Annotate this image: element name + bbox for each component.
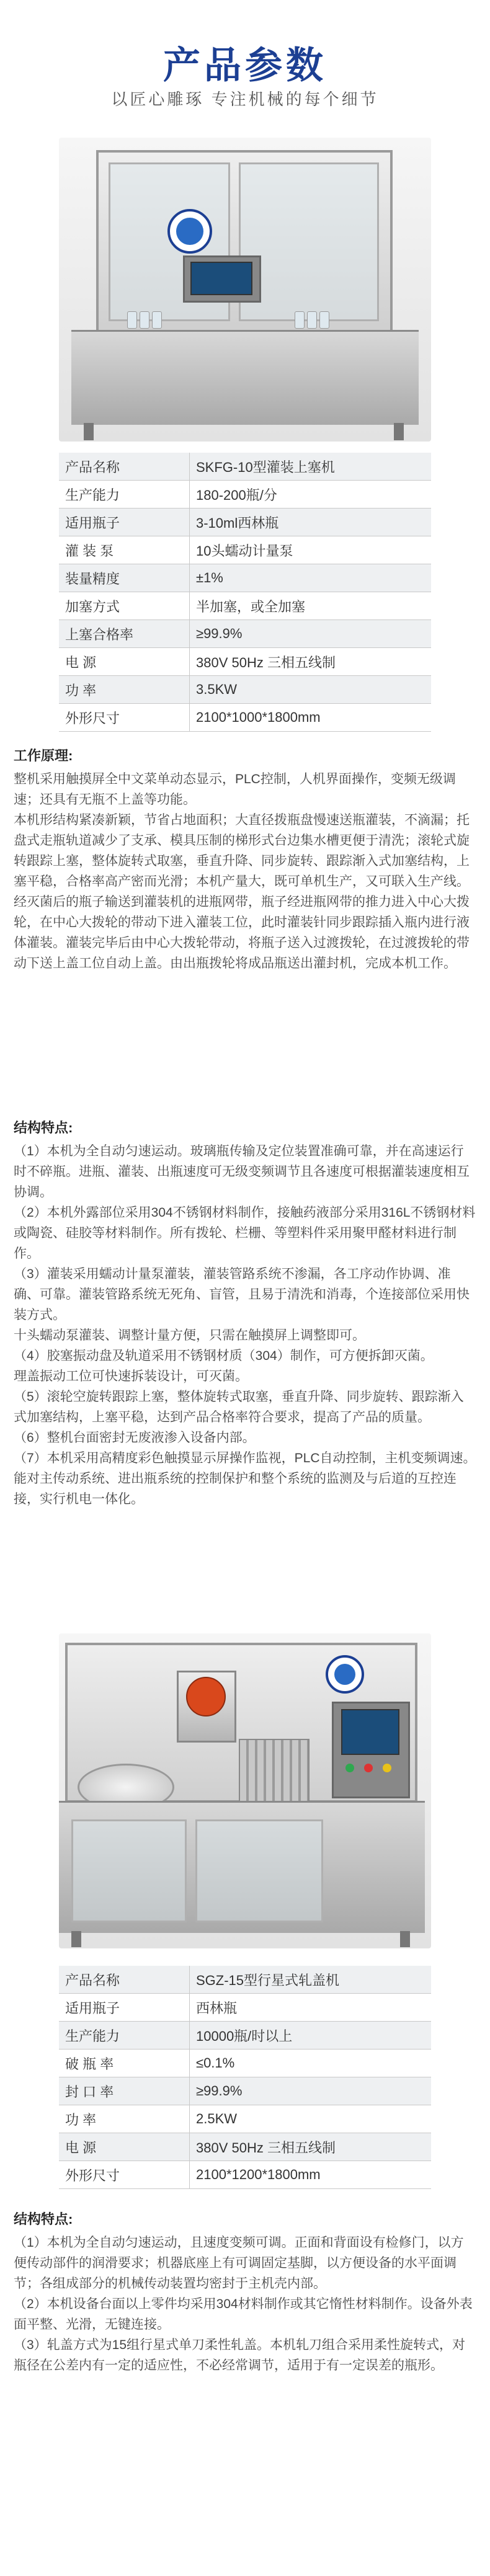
spec-row	[59, 1994, 431, 2022]
spec-row	[59, 648, 431, 676]
spec-label: 上塞合格率	[59, 620, 190, 648]
working-principle-body	[14, 769, 476, 974]
spec-row	[59, 453, 431, 481]
brand-logo-icon-2	[326, 1655, 364, 1694]
spec-label: 适用瓶子	[59, 509, 190, 536]
page-subtitle: 以匠心雕琢 专注机械的每个细节	[111, 90, 379, 109]
spec-row	[59, 564, 431, 592]
spec-value: ±1%	[190, 564, 432, 592]
structure-features-section-2	[14, 2209, 476, 2376]
structure-features-heading-1: 结构特点:	[14, 1120, 73, 1135]
spec-value: 2100*1200*1800mm	[190, 2161, 432, 2189]
touch-screen-icon-2	[341, 1709, 399, 1755]
paragraph: （1）本机为全自动匀速运动，且速度变频可调。正面和背面设有检修门，以方便传动部件的润滑要求；机器底座上有可调固定基脚，以方便设备的水平面调节；各组成部分的机械传动装置均密封于主机壳内部。	[14, 2236, 464, 2291]
touch-screen-icon	[190, 262, 252, 295]
spec-label: 加塞方式	[59, 592, 190, 620]
spec-row	[59, 676, 431, 704]
spec-row	[59, 2050, 431, 2077]
spec-value: ≥99.9%	[190, 620, 432, 648]
spec-label: 生产能力	[59, 481, 190, 509]
spec-row	[59, 620, 431, 648]
spec-value: 西林瓶	[190, 1994, 432, 2022]
spec-value: 2100*1000*1800mm	[190, 704, 432, 732]
spec-label: 电 源	[59, 648, 190, 676]
structure-features-body-1	[14, 1141, 476, 1509]
paragraph: （3）灌装采用蠕动计量泵灌装，灌装管路系统不渗漏，各工序动作协调、准确、可靠。灌装管路系统无死角、盲管，且易于清洗和消毒，个连接部位采用快装方式。	[14, 1267, 470, 1322]
spec-label: 产品名称	[59, 453, 190, 481]
spec-value: 380V 50Hz 三相五线制	[190, 648, 432, 676]
spec-row	[59, 536, 431, 564]
spec-label: 功 率	[59, 676, 190, 704]
spec-value: ≤0.1%	[190, 2050, 432, 2077]
spec-value: 3-10ml西林瓶	[190, 509, 432, 536]
spec-label: 装量精度	[59, 564, 190, 592]
cap-hopper-icon	[186, 1677, 226, 1717]
spec-label: 适用瓶子	[59, 1994, 190, 2022]
spec-table-1-body	[59, 453, 431, 732]
spec-table-2-body	[59, 1966, 431, 2189]
spec-value: 半加塞，或全加塞	[190, 592, 432, 620]
paragraph: （6）整机台面密封无废液渗入设备内部。	[14, 1431, 256, 1445]
paragraph: （7）本机采用高精度彩色触摸显示屏操作监视，PLC自动控制，主机变频调速。能对主传动系统、进出瓶系统的控制保护和整个系统的监测及与后道的互控连接，实行机电一体化。	[14, 1451, 476, 1506]
paragraph: 理盖振动工位可快速拆装设计，可灭菌。	[14, 1369, 248, 1383]
spec-row	[59, 1966, 431, 1994]
working-principle-section	[14, 745, 476, 974]
spec-value: 3.5KW	[190, 676, 432, 704]
spec-row	[59, 704, 431, 732]
spec-label: 功 率	[59, 2105, 190, 2133]
spec-label: 封 口 率	[59, 2077, 190, 2105]
paragraph: （4）胶塞振动盘及轨道采用不锈钢材质（304）制作，可方便拆卸灭菌。	[14, 1349, 434, 1363]
page-header	[0, 0, 490, 124]
filling-machine-photo	[59, 138, 431, 442]
spec-value: 10000瓶/时以上	[190, 2022, 432, 2050]
paragraph: （1）本机为全自动匀速运动。玻璃瓶传输及定位装置准确可靠，并在高速运行时不碎瓶。进瓶、灌装、出瓶速度可无级变频调节且各速度可根据灌装速度相互协调。	[14, 1144, 470, 1199]
paragraph: 十头蠕动泵灌装、调整计量方便，只需在触摸屏上调整即可。	[14, 1328, 365, 1343]
structure-features-body-2	[14, 2232, 476, 2376]
spec-value: SGZ-15型行星式轧盖机	[190, 1966, 432, 1994]
spec-row	[59, 481, 431, 509]
paragraph: 本机形结构紧凑新颖，节省占地面积；大直径拨瓶盘慢速送瓶灌装，不滴漏；托盘式走瓶轨道减少了支承、模具压制的梯形式台边集水槽更便于清洗；滚轮式旋转跟踪上塞，整体旋转式取塞，垂直升降、同步旋转、跟踪渐入式加塞结构，上塞平稳，合格率高产密而光滑；本机产量大，既可单机生产，又可联入生产线。	[14, 813, 470, 889]
spec-table-filling-machine	[59, 453, 431, 732]
spec-label: 生产能力	[59, 2022, 190, 2050]
structure-features-section-1	[14, 1117, 476, 1509]
spec-label: 外形尺寸	[59, 2161, 190, 2189]
spec-row	[59, 2133, 431, 2161]
spec-label: 破 瓶 率	[59, 2050, 190, 2077]
paragraph: （2）本机外露部位采用304不锈钢材料制作，接触药液部分采用316L不锈钢材料或陶瓷、硅胶等材料制作。所有拨轮、栏栅、等塑料件采用聚甲醛材料进行制作。	[14, 1206, 476, 1261]
spec-row	[59, 2105, 431, 2133]
spec-value: 180-200瓶/分	[190, 481, 432, 509]
spec-row	[59, 2161, 431, 2189]
spec-value: ≥99.9%	[190, 2077, 432, 2105]
spec-row	[59, 509, 431, 536]
spec-table-capping-machine	[59, 1966, 431, 2189]
paragraph: 经灭菌后的瓶子输送到灌装机的进瓶网带，瓶子经进瓶网带的推力进入中心大拨轮，在中心大拨轮的带动下进入灌装工位，此时灌装针同步跟踪插入瓶内进行液体灌装。灌装完毕后由中心大拨轮带动，将瓶子送入过渡拨轮，在过渡拨轮的带动下送上盖工位自动上盖。由出瓶拨轮将成品瓶送出灌封机，完成本机工作。	[14, 895, 470, 970]
spec-value: SKFG-10型灌装上塞机	[190, 453, 432, 481]
brand-logo-icon	[167, 209, 212, 254]
spec-value: 2.5KW	[190, 2105, 432, 2133]
page-title: 产品参数	[163, 45, 327, 86]
capping-machine-photo	[59, 1633, 431, 1948]
paragraph: （2）本机设备台面以上零件均采用304材料制作或其它惰性材料制作。设备外表面平整、光滑，无键连接。	[14, 2297, 473, 2332]
spec-label: 电 源	[59, 2133, 190, 2161]
spec-row	[59, 592, 431, 620]
paragraph: （3）轧盖方式为15组行星式单刀柔性轧盖。本机轧刀组合采用柔性旋转式，对瓶径在公差内有一定的适应性，不必经常调节，适用于有一定误差的瓶形。	[14, 2338, 466, 2373]
spec-label: 产品名称	[59, 1966, 190, 1994]
spec-label: 灌 装 泵	[59, 536, 190, 564]
working-principle-heading: 工作原理:	[14, 748, 73, 763]
spec-value: 380V 50Hz 三相五线制	[190, 2133, 432, 2161]
spec-row	[59, 2077, 431, 2105]
spec-row	[59, 2022, 431, 2050]
structure-features-heading-2: 结构特点:	[14, 2211, 73, 2227]
spec-value: 10头蠕动计量泵	[190, 536, 432, 564]
paragraph: （5）滚轮空旋转跟踪上塞，整体旋转式取塞，垂直升降、同步旋转、跟踪渐入式加塞结构，上塞平稳，达到产品合格率符合要求，提高了产品的质量。	[14, 1390, 464, 1424]
spec-label: 外形尺寸	[59, 704, 190, 732]
paragraph: 整机采用触摸屏全中文菜单动态显示，PLC控制，人机界面操作，变频无级调速；还具有无瓶不上盖等功能。	[14, 772, 456, 807]
